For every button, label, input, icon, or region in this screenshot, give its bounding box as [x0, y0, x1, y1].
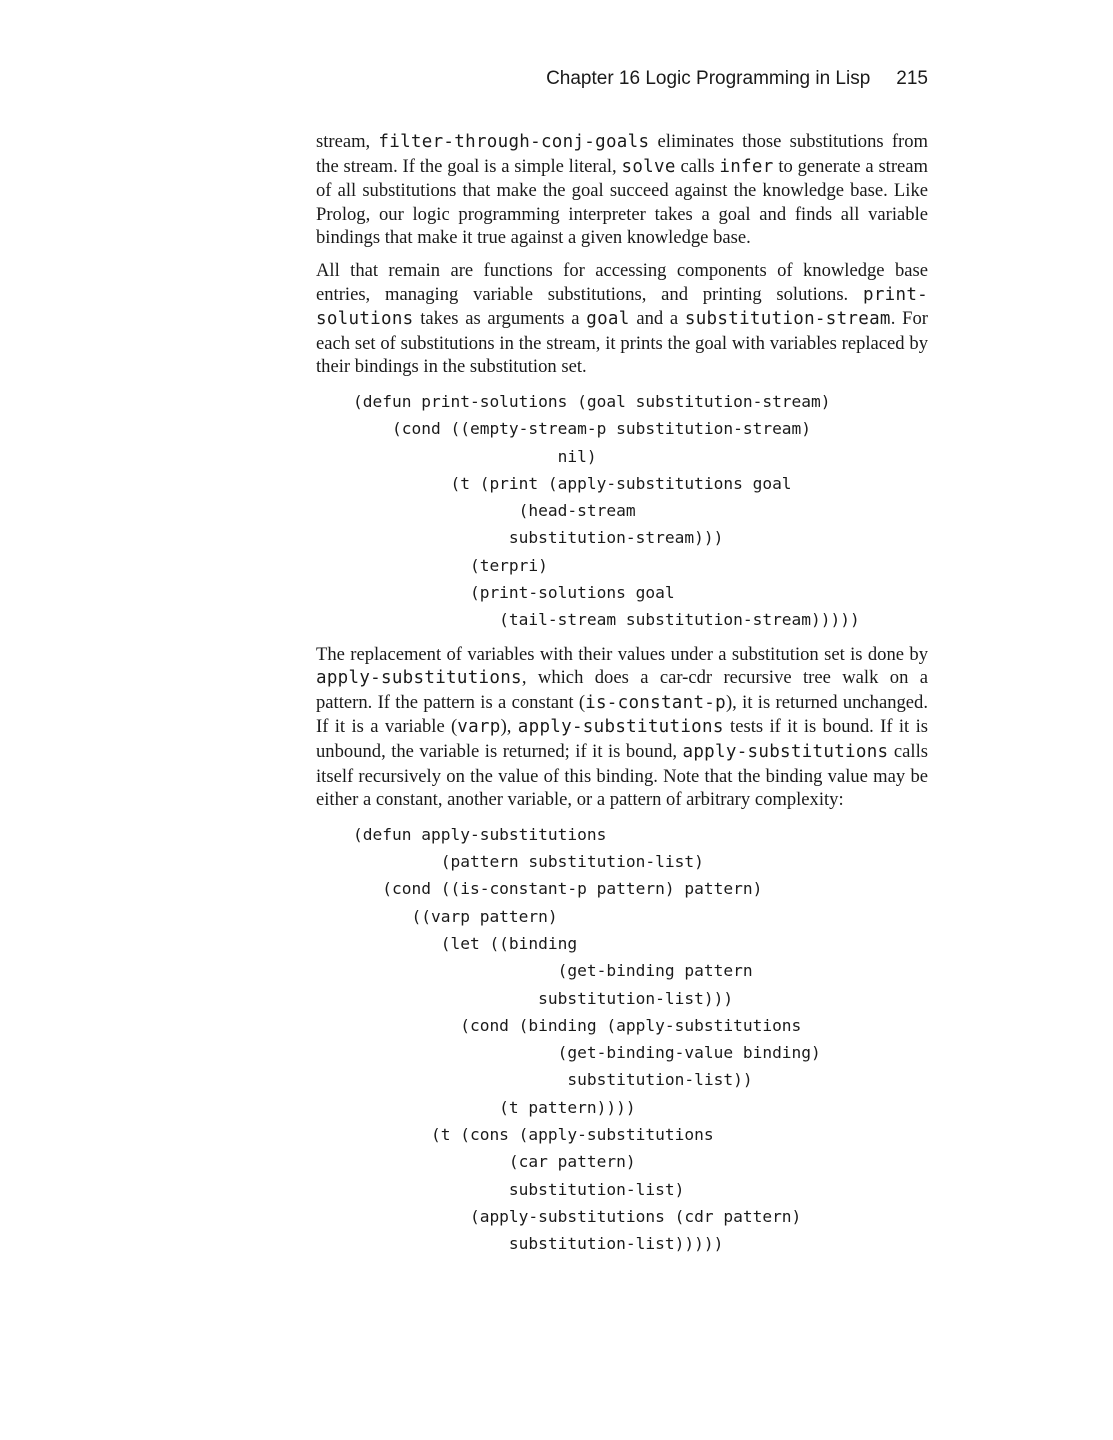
running-header: [316, 68, 928, 90]
code-block-print-solutions: [316, 388, 928, 634]
inline-code: apply-substitutions: [682, 741, 889, 762]
paragraph-2: [316, 259, 928, 379]
code-line: (get-binding pattern: [353, 961, 753, 981]
page-body: [316, 130, 928, 1267]
inline-code: solve: [621, 156, 676, 177]
inline-code: substitution-stream: [684, 309, 891, 330]
text-run: The replacement of variables with their values under a substitution set is done by: [316, 643, 928, 665]
code-line: (cond (binding (apply-substitutions: [353, 1015, 802, 1035]
code-line: substitution-list)): [353, 1070, 753, 1090]
code-line: (let ((binding: [353, 933, 578, 953]
text-run: ),: [500, 716, 518, 738]
inline-code: is-constant-p: [585, 692, 726, 713]
paragraph-1: [316, 130, 928, 250]
code-line: substitution-stream))): [353, 528, 724, 548]
code-line: (car pattern): [353, 1152, 636, 1172]
text-run: calls: [675, 155, 720, 177]
code-line: (t pattern)))): [353, 1097, 636, 1117]
inline-code: apply-substitutions: [316, 668, 522, 689]
code-line: (terpri): [353, 555, 548, 575]
inline-code: apply-substitutions: [517, 717, 724, 738]
text-run: eliminates those substitutions from the stream. If the goal is a simple literal,: [316, 131, 928, 177]
inline-code: print-solutions: [316, 284, 928, 330]
text-run: and a: [629, 308, 685, 330]
text-run: All that remain are functions for accessing components of knowledge base entries, managing variable substitutions, and printing solutions.: [316, 259, 928, 305]
code-line: (head-stream: [353, 501, 636, 521]
code-line: (cond ((empty-stream-p substitution-stream): [353, 419, 812, 439]
code-line: (defun apply-substitutions: [353, 824, 607, 844]
code-line: substitution-list): [353, 1179, 685, 1199]
code-block-apply-substitutions: [316, 821, 928, 1258]
chapter-title: Chapter 16 Logic Programming in Lisp: [546, 68, 871, 89]
code-line: nil): [353, 446, 597, 466]
page-number: 215: [896, 68, 928, 89]
code-line: (t (cons (apply-substitutions: [353, 1125, 714, 1145]
text-run: . For each set of substitutions in the stream, it prints the goal with variables replaced by their bindings in the substitution set.: [316, 308, 928, 378]
paragraph-3: [316, 643, 928, 812]
code-line: substitution-list))))): [353, 1234, 724, 1254]
inline-code: infer: [719, 156, 774, 177]
code-line: substitution-list))): [353, 988, 734, 1008]
code-line: (pattern substitution-list): [353, 852, 704, 872]
code-line: (print-solutions goal: [353, 583, 675, 603]
inline-code: goal: [586, 309, 630, 330]
text-run: takes as arguments a: [413, 308, 587, 330]
text-run: ), it is returned unchanged. If it is a variable (: [316, 691, 929, 738]
text-run: tests if it is bound. If it is unbound, the variable is returned; if it is bound,: [316, 716, 928, 762]
code-line: (defun print-solutions (goal substitution-stream): [353, 391, 831, 411]
inline-code: filter-through-conj-goals: [378, 132, 650, 152]
code-line: (apply-substitutions (cdr pattern): [353, 1206, 802, 1226]
text-run: to generate a stream of all substitutions that make the goal succeed against the knowledge base. Like Prolog, our logic programming interpreter takes a goal and finds all variable bindings that make it true against a given knowledge base.: [316, 155, 929, 249]
text-run: calls itself recursively on the value of this binding. Note that the binding value may be either a constant, another variable, or a pattern of arbitrary complexity:: [316, 740, 928, 811]
code-line: (get-binding-value binding): [353, 1043, 821, 1063]
code-line: (t (print (apply-substitutions goal: [353, 473, 792, 493]
code-line: (tail-stream substitution-stream))))): [353, 610, 860, 630]
text-run: , which does a car-cdr recursive tree walk on a pattern. If the pattern is a constant (: [316, 667, 928, 713]
text-run: stream,: [316, 131, 379, 152]
inline-code: varp: [457, 717, 501, 738]
code-line: ((varp pattern): [353, 906, 558, 926]
code-line: (cond ((is-constant-p pattern) pattern): [353, 879, 763, 899]
